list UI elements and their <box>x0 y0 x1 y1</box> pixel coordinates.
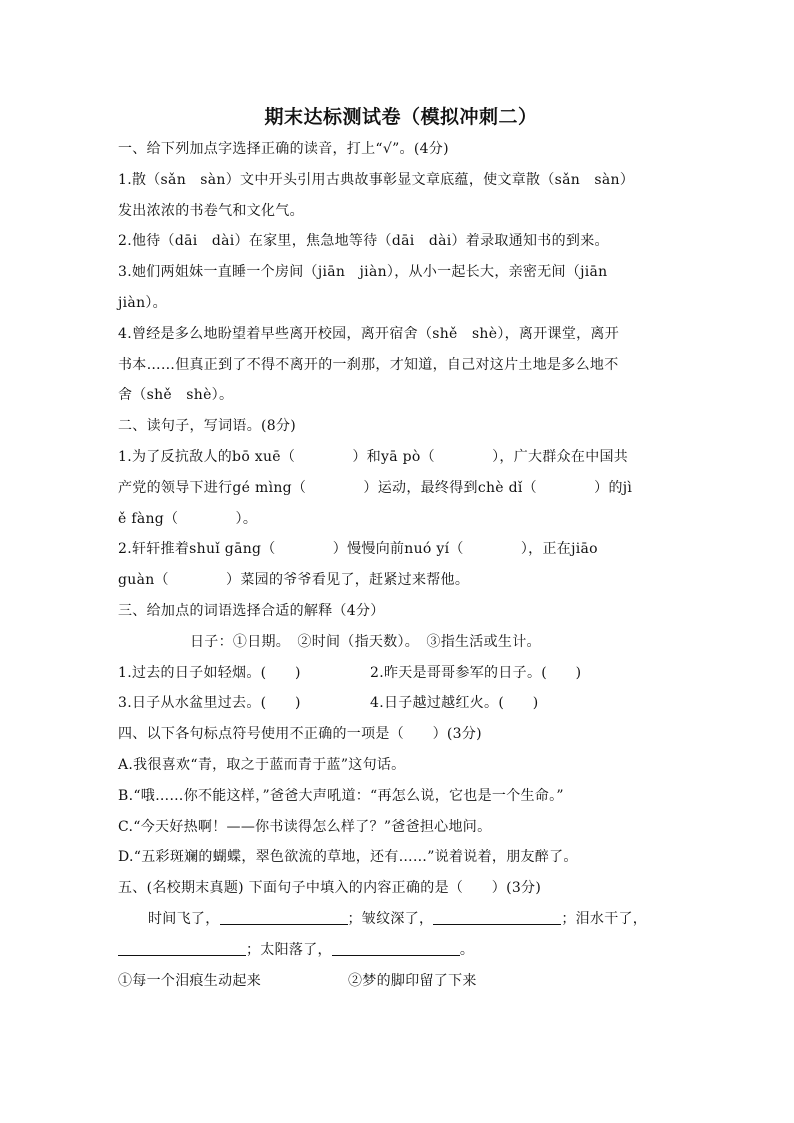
s3-row-1 <box>118 658 684 689</box>
s3-row-2 <box>118 688 684 719</box>
section-4-heading: 四、以下各句标点符号使用不正确的一项是（ ）(3分) <box>118 726 482 743</box>
section-1-heading: 一、给下列加点字选择正确的读音，打上“√”。(4分) <box>118 141 449 157</box>
s1-q4-line-c: 舍（shě shè）。 <box>118 387 234 404</box>
s5-option-1: ①每一个泪痕生动起来 <box>118 972 261 989</box>
s1-q4-line-b: 书本……但真正到了不得不离开的一刹那，才知道，自己对这片土地是多么地不 <box>118 356 619 373</box>
s4-option-a: A.我很喜欢“青，取之于蓝而青于蓝”这句话。 <box>118 756 406 773</box>
s5-options <box>118 966 684 997</box>
s5-option-2: ②梦的脚印留了下来 <box>348 972 477 989</box>
fill-blank-1[interactable] <box>220 910 348 925</box>
s2-q2-line-a: 2.轩轩推着shuǐ gāng（ ）慢慢向前nuó yí（ ），正在jiāo <box>118 541 598 558</box>
s3-q2: 2.昨天是哥哥参军的日子。( ) <box>370 664 582 681</box>
s2-q2-line-b: guàn（ ）菜园的爷爷看见了，赶紧过来帮他。 <box>118 572 470 589</box>
s3-q1: 1.过去的日子如轻烟。( ) <box>118 664 301 681</box>
s5-part-3: ；泪水干了， <box>561 910 648 927</box>
s1-q3-line-a: 3.她们两姐妹一直睡一个房间（jiān jiàn），从小一起长大，亲密无间（jiān <box>118 264 608 281</box>
s3-definitions: 日子：①日期。 ②时间（指天数）。 ③指生活或生计。 <box>190 633 541 650</box>
section-2-heading: 二、读句子，写词语。(8分) <box>118 418 297 435</box>
s5-sentence-line-2 <box>118 935 684 966</box>
s1-q1-line-a: 1.散（sǎn sàn）文中开头引用古典故事彰显文章底蕴，使文章散（sǎn sàn） <box>118 171 635 188</box>
s4-option-b: B.“哦……你不能这样，”爸爸大声吼道：“再怎么说，它也是一个生命。” <box>118 787 564 804</box>
section-3-heading: 三、给加点的词语选择合适的解释（4分） <box>118 602 385 619</box>
s1-q1-line-b: 发出浓浓的书卷气和文化气。 <box>118 202 304 219</box>
s4-option-d: D.“五彩斑斓的蝴蝶，翠色欲流的草地，还有……”说着说着，朋友醉了。 <box>118 849 578 866</box>
s1-q3-line-b: jiàn）。 <box>118 294 167 311</box>
s4-option-c: C.“今天好热啊！——你书读得怎么样了？”爸爸担心地问。 <box>118 818 492 835</box>
s5-part-1: 时间飞了， <box>148 910 220 927</box>
fill-blank-4[interactable] <box>332 941 460 956</box>
s5-part-2: ；皱纹深了， <box>347 910 434 927</box>
s2-q1-line-b: 产党的领导下进行gé mìng（ ）运动，最终得到chè dǐ（ ）的jì <box>118 479 633 496</box>
s5-part-4: ；太阳落了， <box>246 941 332 958</box>
s2-q1-line-c: ě fàng（ ）。 <box>118 510 258 527</box>
s3-q4: 4.日子越过越红火。( ) <box>370 695 539 712</box>
s3-q3: 3.日子从水盆里过去。( ) <box>118 695 301 712</box>
fill-blank-2[interactable] <box>433 910 561 925</box>
s5-part-5: 。 <box>459 941 475 958</box>
s2-q1-line-a: 1.为了反抗敌人的bō xuē（ ）和yā pò（ ），广大群众在中国共 <box>118 448 629 465</box>
s1-q2: 2.他待（dāi dài）在家里，焦急地等待（dāi dài）着录取通知书的到来。 <box>118 233 609 250</box>
s5-sentence-line-1 <box>118 904 684 935</box>
section-5-heading: 五、(名校期末真题) 下面句子中填入的内容正确的是（ ）(3分) <box>118 880 542 897</box>
fill-blank-3[interactable] <box>118 941 246 956</box>
exam-page <box>118 100 684 996</box>
s1-q4-line-a: 4.曾经是多么地盼望着早些离开校园，离开宿舍（shě shè），离开课堂，离开 <box>118 325 620 342</box>
page-title: 期末达标测试卷（模拟冲刺二） <box>264 106 538 128</box>
